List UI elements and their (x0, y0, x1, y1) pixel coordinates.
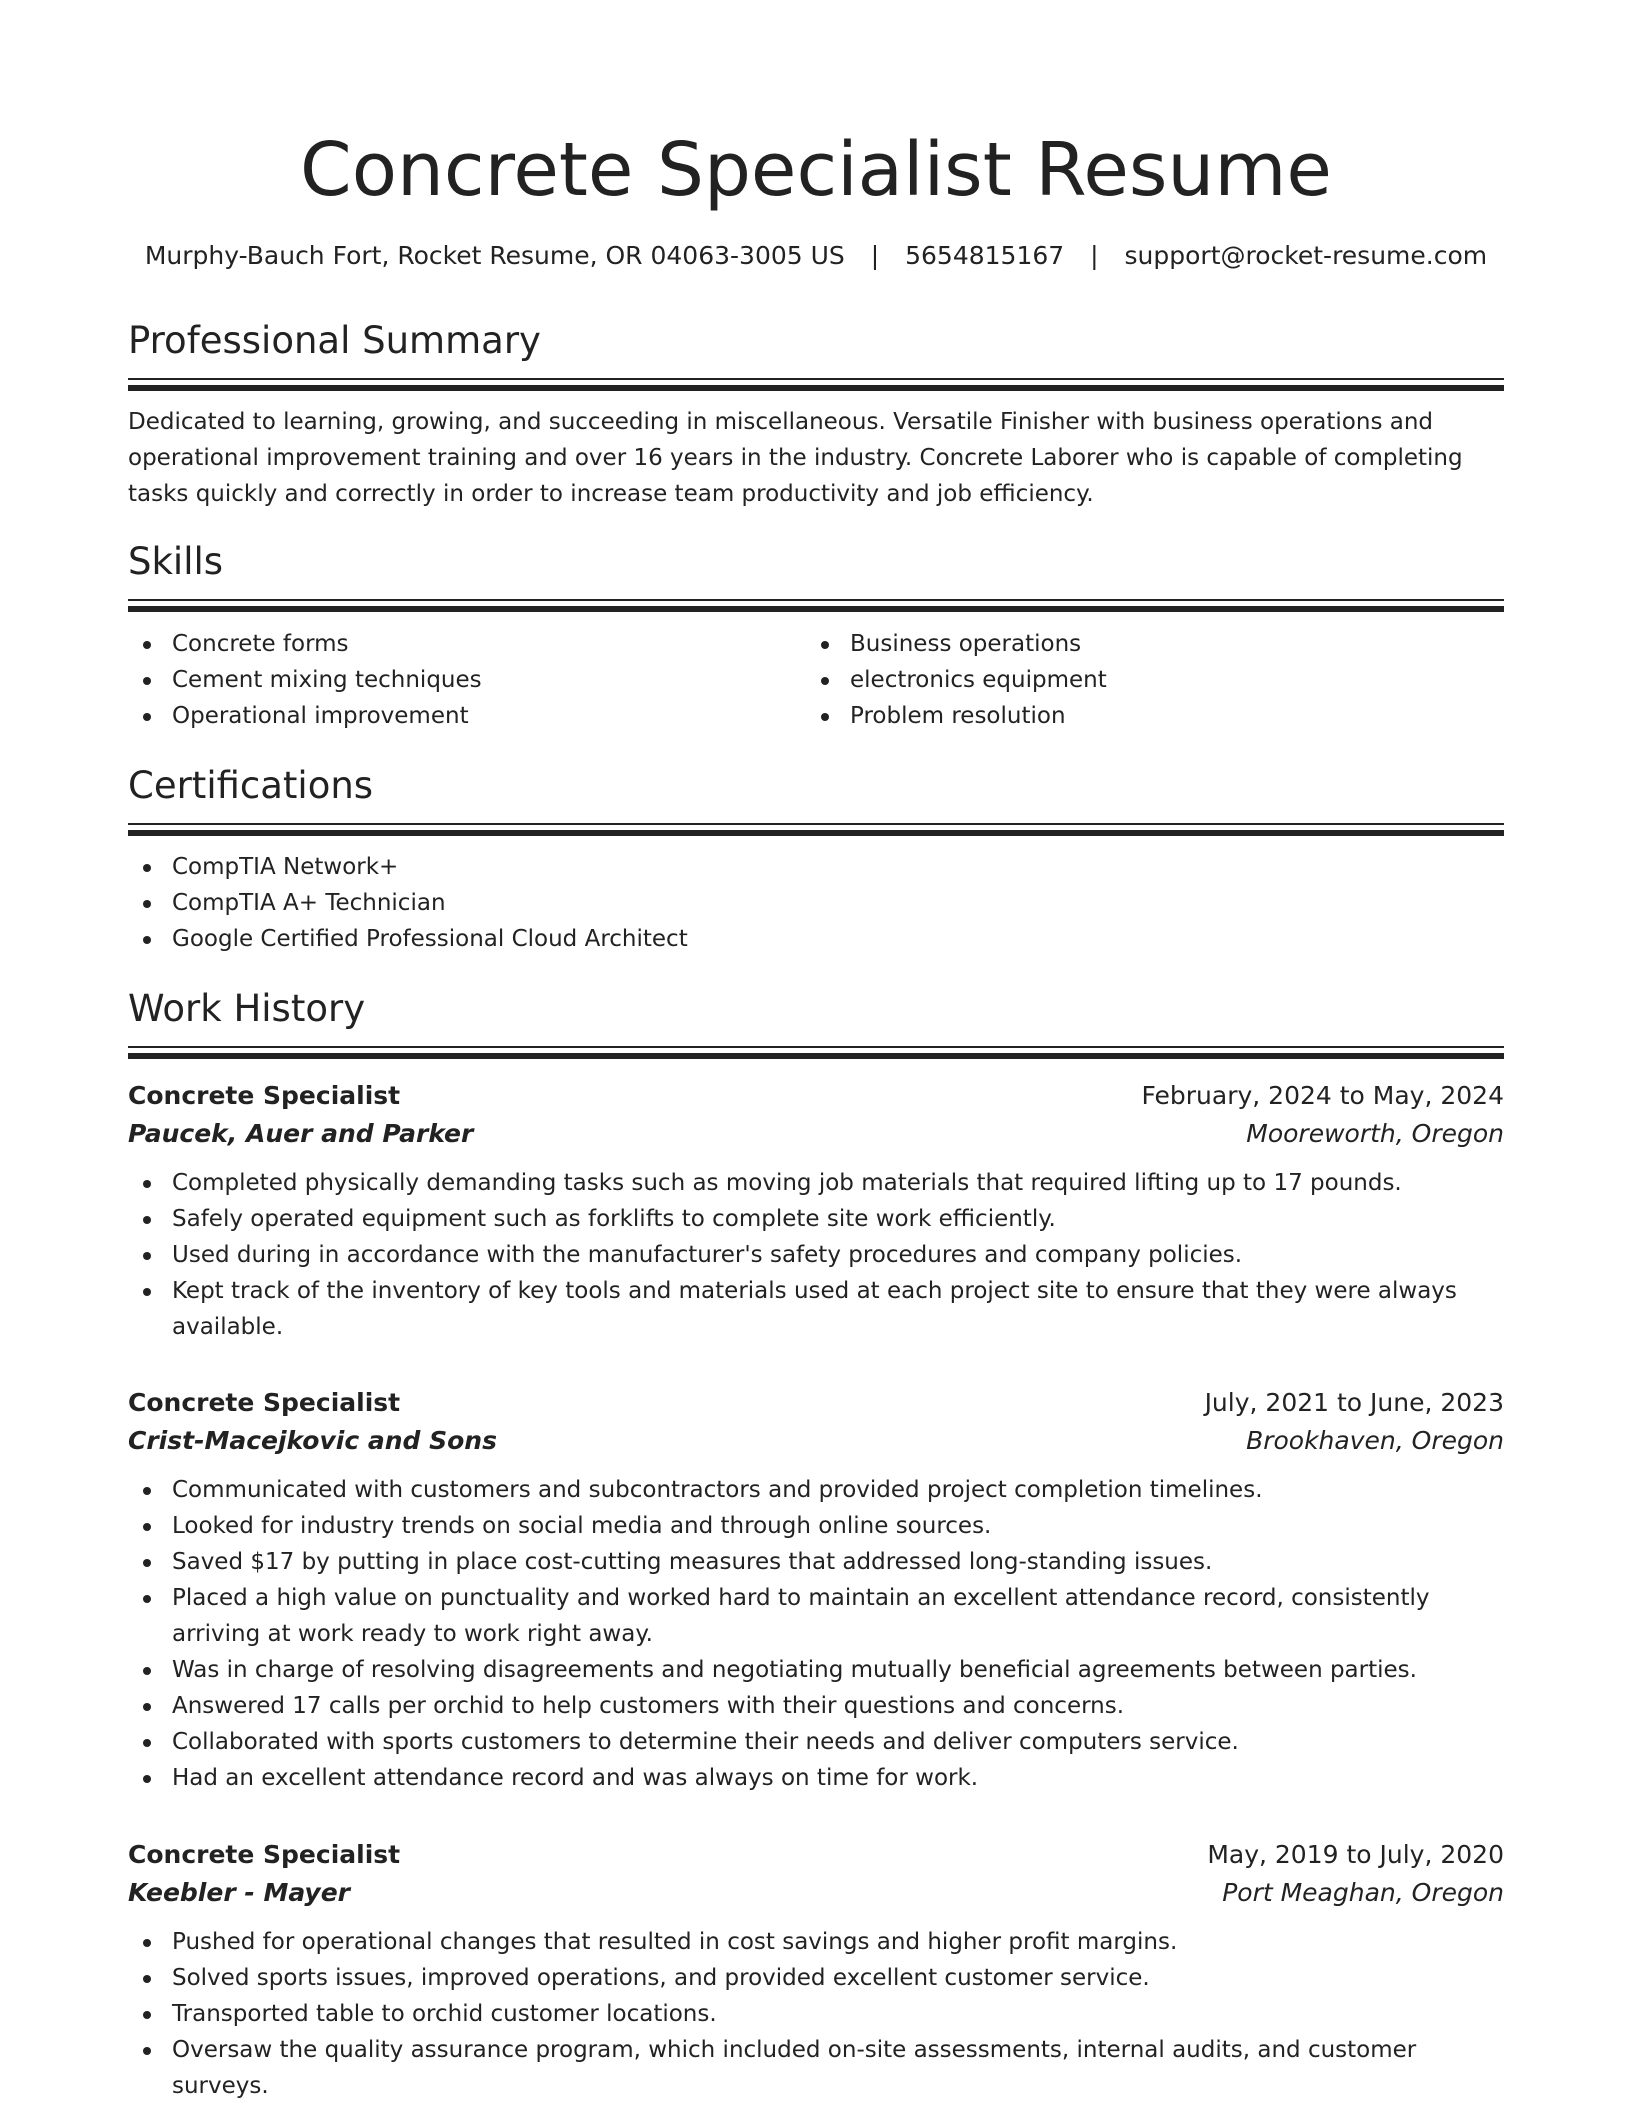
job-bullet-line: surveys. (172, 2073, 269, 2099)
job-bullet: Pushed for operational changes that resulted in cost savings and higher profit margins. (128, 1924, 1504, 1960)
job-entry (128, 1384, 1504, 1796)
job-bullet: Communicated with customers and subcontractors and provided project completion timelines. (128, 1472, 1504, 1508)
skill-item: Business operations (806, 626, 1484, 662)
skills-grid (128, 626, 1504, 734)
job-bullet: Looked for industry trends on social media and through online sources. (128, 1508, 1504, 1544)
job-header (128, 1077, 1504, 1115)
section-divider (128, 599, 1504, 606)
job-bullet: Completed physically demanding tasks such as moving job materials that required lifting up to 17 pounds. (128, 1165, 1504, 1201)
summary-text (128, 404, 1504, 512)
certification-item: Google Certified Professional Cloud Architect (128, 921, 1504, 957)
skill-item: electronics equipment (806, 662, 1484, 698)
job-company: Paucek, Auer and Parker (128, 1119, 474, 1148)
certifications-section (128, 761, 1504, 957)
job-bullets (128, 1165, 1504, 1345)
job-entry (128, 1077, 1504, 1345)
job-dates: July, 2021 to June, 2023 (1204, 1388, 1504, 1417)
skills-list-left (128, 626, 806, 734)
job-bullet: Solved sports issues, improved operations, and provided excellent customer service. (128, 1960, 1504, 1996)
summary-line: operational improvement training and over 16 years in the industry. Concrete Laborer who is capable of completing (128, 445, 1463, 471)
job-location: Port Meaghan, Oregon (1222, 1878, 1504, 1907)
certifications-list (128, 849, 1504, 957)
job-subheader (128, 1115, 1504, 1153)
contact-phone: 5654815167 (905, 241, 1065, 270)
section-divider (128, 378, 1504, 385)
job-bullet: Safely operated equipment such as forklifts to complete site work efficiently. (128, 1201, 1504, 1237)
job-bullets (128, 1924, 1504, 2104)
job-title: Concrete Specialist (128, 1388, 401, 1417)
job-bullet: Had an excellent attendance record and was always on time for work. (128, 1760, 1504, 1796)
job-header (128, 1384, 1504, 1422)
section-divider (128, 1046, 1504, 1053)
job-bullet: Answered 17 calls per orchid to help customers with their questions and concerns. (128, 1688, 1504, 1724)
job-dates: February, 2024 to May, 2024 (1141, 1081, 1504, 1110)
summary-section (128, 316, 1504, 512)
job-subheader (128, 1422, 1504, 1460)
job-dates: May, 2019 to July, 2020 (1207, 1840, 1504, 1869)
job-company: Crist-Macejkovic and Sons (128, 1426, 497, 1455)
skill-item: Concrete forms (128, 626, 806, 662)
certification-item: CompTIA A+ Technician (128, 885, 1504, 921)
section-heading-summary: Professional Summary (128, 319, 541, 362)
job-bullet: Was in charge of resolving disagreements and negotiating mutually beneficial agreements between parties. (128, 1652, 1504, 1688)
job-company: Keebler - Mayer (128, 1878, 351, 1907)
contact-line (128, 238, 1504, 274)
job-bullet: Used during in accordance with the manufacturer's safety procedures and company policies. (128, 1237, 1504, 1273)
job-bullet-line: available. (172, 1314, 284, 1340)
job-bullet (128, 1273, 1504, 1345)
skills-list-right (806, 626, 1484, 734)
job-title: Concrete Specialist (128, 1840, 401, 1869)
skill-item: Problem resolution (806, 698, 1484, 734)
job-location: Brookhaven, Oregon (1246, 1426, 1504, 1455)
job-bullets (128, 1472, 1504, 1796)
job-bullet-line: Kept track of the inventory of key tools and materials used at each project site to ensure that they were always (172, 1278, 1457, 1304)
job-bullet: Saved $17 by putting in place cost-cutting measures that addressed long-standing issues. (128, 1544, 1504, 1580)
job-bullet-line: Placed a high value on punctuality and worked hard to maintain an excellent attendance record, consistently (172, 1585, 1430, 1611)
skill-item: Cement mixing techniques (128, 662, 806, 698)
skills-section (128, 537, 1504, 734)
contact-email: support@rocket-resume.com (1124, 241, 1488, 270)
resume-title: Concrete Specialist Resume (300, 127, 1332, 213)
section-heading-skills: Skills (128, 540, 224, 583)
work-history-section (128, 984, 1504, 1053)
summary-line: Dedicated to learning, growing, and succeeding in miscellaneous. Versatile Finisher with business operations and (128, 409, 1434, 435)
job-header (128, 1836, 1504, 1874)
job-subheader (128, 1874, 1504, 1912)
job-bullet: Collaborated with sports customers to determine their needs and deliver computers service. (128, 1724, 1504, 1760)
job-title: Concrete Specialist (128, 1081, 401, 1110)
contact-separator: | (870, 241, 880, 270)
contact-separator: | (1090, 241, 1099, 270)
section-heading-work-history: Work History (128, 987, 366, 1030)
job-bullet (128, 2032, 1504, 2104)
summary-line: tasks quickly and correctly in order to increase team productivity and job efficiency. (128, 481, 1094, 507)
job-bullet (128, 1580, 1504, 1652)
job-bullet: Transported table to orchid customer locations. (128, 1996, 1504, 2032)
skill-item: Operational improvement (128, 698, 806, 734)
job-bullet-line: Oversaw the quality assurance program, which included on-site assessments, internal audits, and customer (172, 2037, 1417, 2063)
job-entry (128, 1836, 1504, 2104)
section-heading-certifications: Certifications (128, 764, 374, 807)
certification-item: CompTIA Network+ (128, 849, 1504, 885)
contact-address: Murphy-Bauch Fort, Rocket Resume, OR 04063-3005 US (144, 241, 845, 270)
job-bullet-line: arriving at work ready to work right away. (172, 1621, 653, 1647)
job-location: Mooreworth, Oregon (1246, 1119, 1504, 1148)
section-divider (128, 823, 1504, 830)
